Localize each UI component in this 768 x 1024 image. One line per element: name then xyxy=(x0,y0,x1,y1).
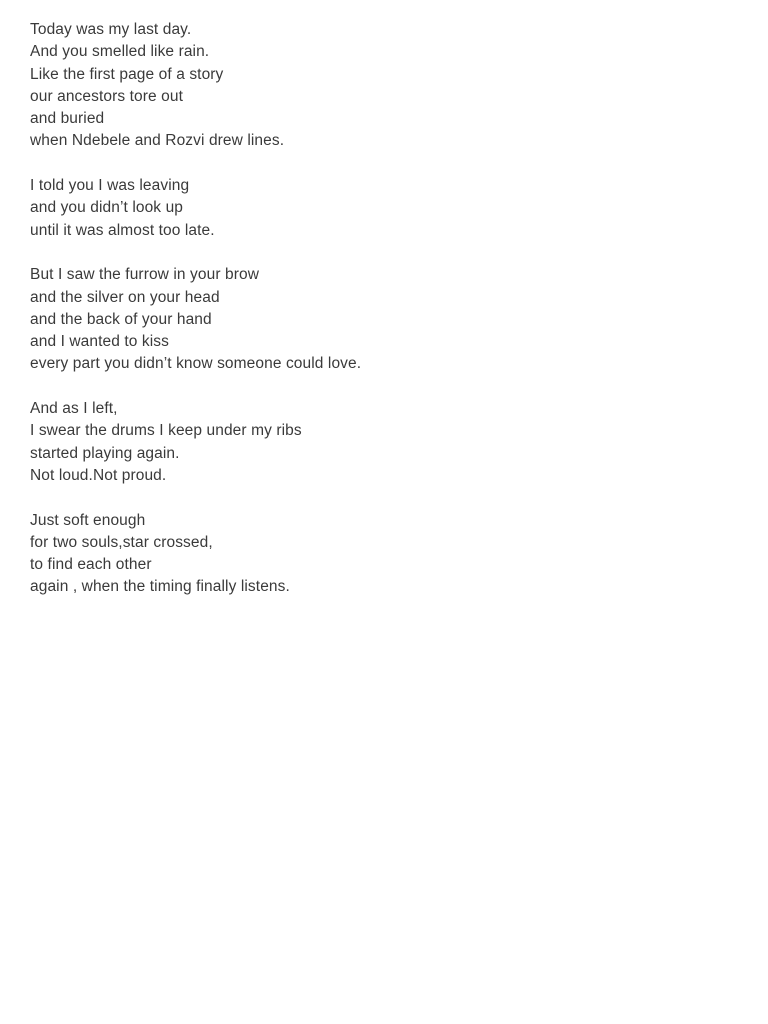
stanza-1 xyxy=(30,19,730,153)
poem-line: I swear the drums I keep under my ribs xyxy=(30,422,302,440)
stanza-5 xyxy=(30,510,730,599)
poem-line: and the silver on your head xyxy=(30,288,220,306)
stanza-3 xyxy=(30,264,730,375)
poem-line: I told you I was leaving xyxy=(30,177,190,195)
poem-line: And as I left, xyxy=(30,400,118,418)
poem-line: until it was almost too late. xyxy=(30,221,215,239)
poem-line: when Ndebele and Rozvi drew lines. xyxy=(30,132,285,150)
poem-line: and buried xyxy=(30,110,105,128)
poem-line: to find each other xyxy=(30,556,152,574)
stanza-4 xyxy=(30,398,730,487)
poem-line: for two souls,star crossed, xyxy=(30,533,213,551)
poem-line: Just soft enough xyxy=(30,511,146,529)
poem-line: again , when the timing finally listens. xyxy=(30,578,290,596)
poem-line: And you smelled like rain. xyxy=(30,43,210,61)
poem-line: every part you didn’t know someone could love. xyxy=(30,355,362,373)
poem-line: But I saw the furrow in your brow xyxy=(30,266,260,284)
poem-line: our ancestors tore out xyxy=(30,87,183,105)
stanza-2 xyxy=(30,175,730,242)
poem-line: and I wanted to kiss xyxy=(30,333,169,351)
poem-line: Not loud.Not proud. xyxy=(30,466,167,484)
poem-line: Today was my last day. xyxy=(30,21,192,38)
poem-line: and the back of your hand xyxy=(30,310,212,328)
poem-body xyxy=(30,19,730,621)
poem-line: Like the first page of a story xyxy=(30,65,224,83)
poem-line: started playing again. xyxy=(30,444,180,462)
poem-line: and you didn’t look up xyxy=(30,199,184,217)
